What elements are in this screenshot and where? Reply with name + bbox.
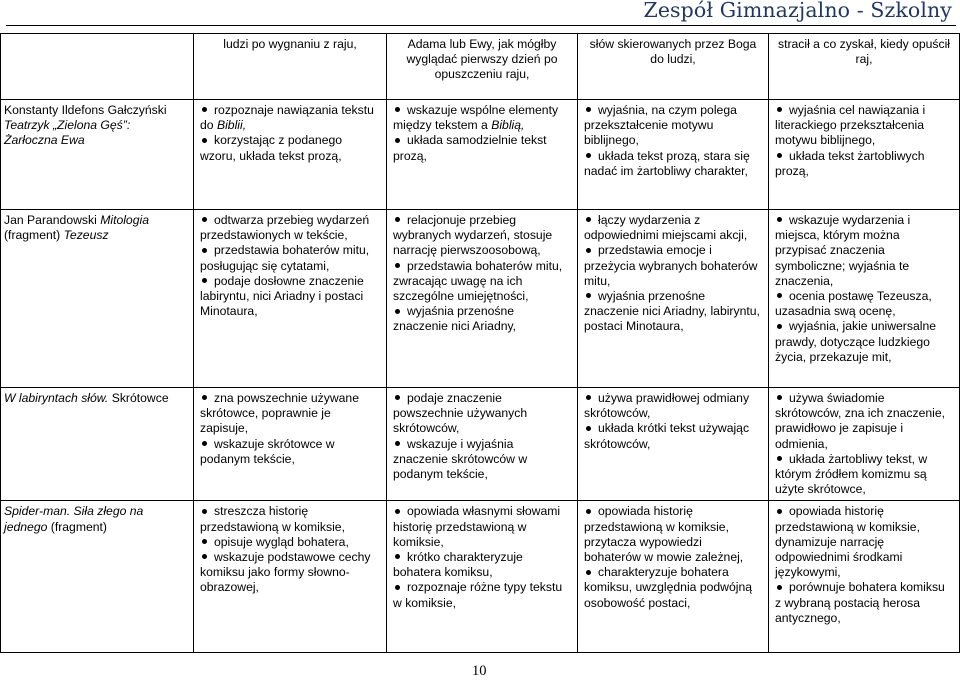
requirement-list <box>584 103 762 179</box>
bullet-icon <box>586 107 591 112</box>
requirement-list <box>775 504 953 626</box>
bullet-icon <box>202 539 207 544</box>
requirement-item <box>200 274 380 320</box>
requirement-cell <box>194 501 387 653</box>
requirement-text: układa żartobliwy tekst, w którym źródłem komizmu są użyte skrótowce, <box>775 451 928 497</box>
bullet-icon <box>586 153 591 158</box>
requirement-item <box>584 391 762 421</box>
requirement-text: przedstawia emocje i przeżycia wybranych bohaterów mitu, <box>584 243 758 288</box>
bullet-icon <box>586 395 591 400</box>
requirement-text: rozpoznaje nawiązania tekstu do <box>200 103 374 133</box>
requirement-text: charakteryzuje bohatera komiksu, uwzględnia podwójną osobowość postaci, <box>584 565 753 610</box>
lesson-title-part: (fragment) <box>47 519 107 534</box>
requirement-item <box>393 550 571 580</box>
requirement-text: odtwarza przebieg wydarzeń przedstawionych w tekście, <box>200 213 370 243</box>
requirement-text: wskazuje skrótowce w podanym tekście, <box>200 436 335 466</box>
requirement-list <box>393 391 571 482</box>
requirement-text: streszcza historię przedstawioną w komiksie, <box>200 504 345 534</box>
table-row <box>1 501 960 653</box>
requirement-cell <box>769 388 960 501</box>
lesson-title-part: Konstanty Ildefons Gałczyński <box>4 103 167 117</box>
requirement-text: łączy wydarzenia z odpowiednimi miejscami akcji, <box>584 213 748 243</box>
requirement-item <box>393 103 571 133</box>
requirement-text: opowiada historię przedstawioną w komiksie, dynamizuje narrację odpowiednimi środkami językowymi, <box>775 504 920 580</box>
bullet-icon <box>586 293 591 298</box>
bullet-icon <box>202 217 207 222</box>
requirement-text: używa świadomie skrótowców, zna ich znaczenie, prawidłowo je zapisuje i odmienia, <box>775 391 946 451</box>
requirement-cell <box>387 501 578 653</box>
requirement-text: Biblii, <box>216 118 247 133</box>
bullet-icon <box>777 456 782 461</box>
requirement-list <box>775 103 953 179</box>
lesson-title-part: Mitologia <box>100 213 149 227</box>
bullet-icon <box>202 107 207 112</box>
requirement-item <box>393 437 571 483</box>
bullet-icon <box>202 138 207 143</box>
requirement-item <box>775 504 953 580</box>
requirement-text: wskazuje wydarzenia i miejsca, którym można przypisać znaczenia symboliczne; wyjaśnia te znaczenia, <box>775 213 911 288</box>
requirement-item <box>393 133 571 163</box>
bullet-icon <box>395 263 400 268</box>
header-rule <box>6 25 956 26</box>
requirement-text: wskazuje i wyjaśnia znaczenie skrótowców w podanym tekście, <box>393 436 528 482</box>
lesson-title-cell <box>1 34 194 100</box>
requirement-text: wyjaśnia, na czym polega przekształcenie motywu biblijnego, <box>584 103 737 148</box>
requirement-list <box>775 213 953 365</box>
requirement-item <box>200 535 380 550</box>
bullet-icon <box>202 509 207 514</box>
requirement-text: opowiada własnymi słowami historię przedstawioną w komiksie, <box>393 504 561 549</box>
bullet-icon <box>395 138 400 143</box>
requirement-text: używa prawidłowej odmiany skrótowców, <box>584 391 750 421</box>
requirement-text: ocenia postawę Tezeusza, uzasadnia swą ocenę, <box>775 289 932 319</box>
requirement-item <box>584 565 762 611</box>
requirement-text: układa tekst żartobliwych prozą, <box>775 148 925 178</box>
bullet-icon <box>395 395 400 400</box>
lesson-title-cell <box>1 501 194 653</box>
requirement-cell <box>387 388 578 501</box>
requirement-cell <box>194 100 387 210</box>
requirement-text: relacjonuje przebieg wybranych wydarzeń, stosuje narrację pierwszoosobową, <box>393 213 553 258</box>
bullet-icon <box>586 248 591 253</box>
bullet-icon <box>586 426 591 431</box>
requirement-item <box>393 213 571 259</box>
requirement-item <box>200 133 380 163</box>
bullet-icon <box>202 554 207 559</box>
requirement-item <box>200 550 380 596</box>
requirement-text: wyjaśnia przenośne znaczenie nici Ariadny, labiryntu, postaci Minotaura, <box>584 289 760 334</box>
requirements-table <box>0 33 960 653</box>
requirement-text: korzystając z podanego wzoru, układa tekst prozą, <box>200 133 343 163</box>
requirement-item <box>584 243 762 289</box>
table-row <box>1 100 960 210</box>
requirement-item <box>393 504 571 550</box>
requirement-list <box>393 213 571 335</box>
requirement-list <box>775 391 953 497</box>
requirement-list <box>393 504 571 610</box>
requirement-text: układa samodzielnie tekst prozą, <box>393 133 547 163</box>
requirement-cell <box>194 210 387 388</box>
requirement-cell <box>578 388 769 501</box>
table-row <box>1 34 960 100</box>
requirement-list <box>200 213 380 319</box>
requirement-cell <box>578 210 769 388</box>
requirement-cell <box>194 388 387 501</box>
bullet-icon <box>395 441 400 446</box>
bullet-icon <box>395 509 400 514</box>
requirement-text: Biblią, <box>491 118 525 133</box>
lesson-title-part: W labiryntach słów. <box>4 391 109 405</box>
requirement-item <box>775 319 953 365</box>
bullet-icon <box>202 278 207 283</box>
requirement-item <box>200 391 380 437</box>
bullet-icon <box>202 395 207 400</box>
requirement-item <box>584 213 762 243</box>
requirement-cell <box>769 100 960 210</box>
bullet-icon <box>586 509 591 514</box>
requirement-cell <box>387 100 578 210</box>
requirement-text: wskazuje wspólne elementy między tekstem a <box>393 103 559 133</box>
requirement-item <box>584 504 762 565</box>
requirement-list <box>584 504 762 610</box>
requirement-text: wyjaśnia, jakie uniwersalne prawdy, dotyczące ludzkiego życia, przekazuje mit, <box>775 319 936 364</box>
bullet-icon <box>395 309 400 314</box>
requirement-item <box>775 452 953 498</box>
requirement-item <box>393 259 571 305</box>
requirement-item <box>775 149 953 179</box>
requirement-text: układa tekst prozą, stara się nadać im żartobliwy charakter, <box>584 148 750 178</box>
requirement-list <box>393 103 571 164</box>
requirement-item <box>393 304 571 334</box>
requirement-text: wskazuje podstawowe cechy komiksu jako formy słowno-obrazowej, <box>200 550 371 595</box>
table-row <box>1 210 960 388</box>
requirement-cell <box>769 501 960 653</box>
bullet-icon <box>777 395 782 400</box>
requirement-text: zna powszechnie używane skrótowce, poprawnie je zapisuje, <box>200 391 359 436</box>
requirement-cell <box>769 34 960 100</box>
requirement-item <box>775 391 953 452</box>
lesson-title-part: (fragment) <box>4 228 64 243</box>
requirement-text: ludzi po wygnaniu z raju, <box>223 37 357 51</box>
requirement-item <box>775 213 953 289</box>
requirement-list <box>584 391 762 452</box>
requirement-cell <box>194 34 387 100</box>
bullet-icon <box>395 554 400 559</box>
bullet-icon <box>777 153 782 158</box>
requirement-text: opisuje wygląd bohatera, <box>214 534 349 549</box>
requirement-item <box>200 213 380 243</box>
lesson-title-part: Spider-man. Siła złego na jednego <box>4 504 144 534</box>
requirement-cell <box>387 210 578 388</box>
requirement-cell <box>578 34 769 100</box>
table-row <box>1 388 960 501</box>
requirement-text: wyjaśnia przenośne znaczenie nici Ariadny, <box>393 304 517 334</box>
bullet-icon <box>586 217 591 222</box>
requirement-item <box>393 391 571 437</box>
requirement-text: przedstawia bohaterów mitu, posługując się cytatami, <box>200 243 370 273</box>
requirement-text: Adama lub Ewy, jak mógłby wyglądać pierwszy dzień po opuszczeniu raju, <box>406 37 558 82</box>
requirement-text: słów skierowanych przez Boga do ludzi, <box>589 37 757 67</box>
lesson-title-part: Tezeusz <box>63 228 109 243</box>
bullet-icon <box>586 570 591 575</box>
lesson-title-cell <box>1 388 194 501</box>
requirements-table-body <box>1 34 960 653</box>
requirement-item <box>775 580 953 626</box>
lesson-title-cell <box>1 100 194 210</box>
requirement-list <box>200 504 380 595</box>
requirement-text: podaje znaczenie powszechnie używanych skrótowców, <box>393 391 528 436</box>
requirement-item <box>200 103 380 133</box>
bullet-icon <box>777 293 782 298</box>
requirement-item <box>584 103 762 149</box>
bullet-icon <box>777 585 782 590</box>
requirement-text: porównuje bohatera komiksu z wybraną postacią herosa antycznego, <box>775 580 945 625</box>
requirement-text: krótko charakteryzuje bohatera komiksu, <box>393 550 523 580</box>
requirement-text: stracił a co zyskał, kiedy opuścił raj, <box>777 37 951 67</box>
requirement-cell <box>387 34 578 100</box>
requirement-cell <box>578 501 769 653</box>
requirement-item <box>584 149 762 179</box>
requirement-text: przedstawia bohaterów mitu, zwracając uwagę na ich szczególne umiejętności, <box>393 258 563 304</box>
requirement-item <box>584 289 762 335</box>
requirement-item <box>200 437 380 467</box>
lesson-title-cell <box>1 210 194 388</box>
requirement-item <box>393 580 571 610</box>
requirement-cell <box>769 210 960 388</box>
requirement-cell <box>578 100 769 210</box>
requirement-text: podaje dosłowne znaczenie labiryntu, nici Ariadny i postaci Minotaura, <box>200 273 364 319</box>
bullet-icon <box>395 585 400 590</box>
requirement-item <box>200 504 380 534</box>
lesson-title-part: Jan Parandowski <box>4 213 101 227</box>
requirement-item <box>775 103 953 149</box>
requirement-text: układa krótki tekst używając skrótowców, <box>584 421 750 451</box>
bullet-icon <box>777 217 782 222</box>
school-header: Zespół Gimnazjalno - Szkolny <box>643 0 952 22</box>
bullet-icon <box>395 217 400 222</box>
requirement-item <box>775 289 953 319</box>
requirement-list <box>584 213 762 335</box>
requirement-text: opowiada historię przedstawioną w komiksie, przytacza wypowiedzi bohaterów w mowie zależnej, <box>584 504 744 565</box>
bullet-icon <box>202 248 207 253</box>
requirement-item <box>200 243 380 273</box>
page-number: 10 <box>472 663 487 679</box>
lesson-title-part: Teatrzyk „Zielona Gęś”: Żarłoczna Ewa <box>4 118 131 148</box>
lesson-title-part: Skrótowce <box>108 391 169 405</box>
requirement-text: wyjaśnia cel nawiązania i literackiego przekształcenia motywu biblijnego, <box>775 103 926 148</box>
bullet-icon <box>395 107 400 112</box>
requirement-list <box>200 103 380 164</box>
bullet-icon <box>777 509 782 514</box>
bullet-icon <box>777 324 782 329</box>
bullet-icon <box>202 441 207 446</box>
requirement-list <box>200 391 380 467</box>
bullet-icon <box>777 107 782 112</box>
requirement-item <box>584 421 762 451</box>
requirement-text: rozpoznaje różne typy tekstu w komiksie, <box>393 580 563 610</box>
